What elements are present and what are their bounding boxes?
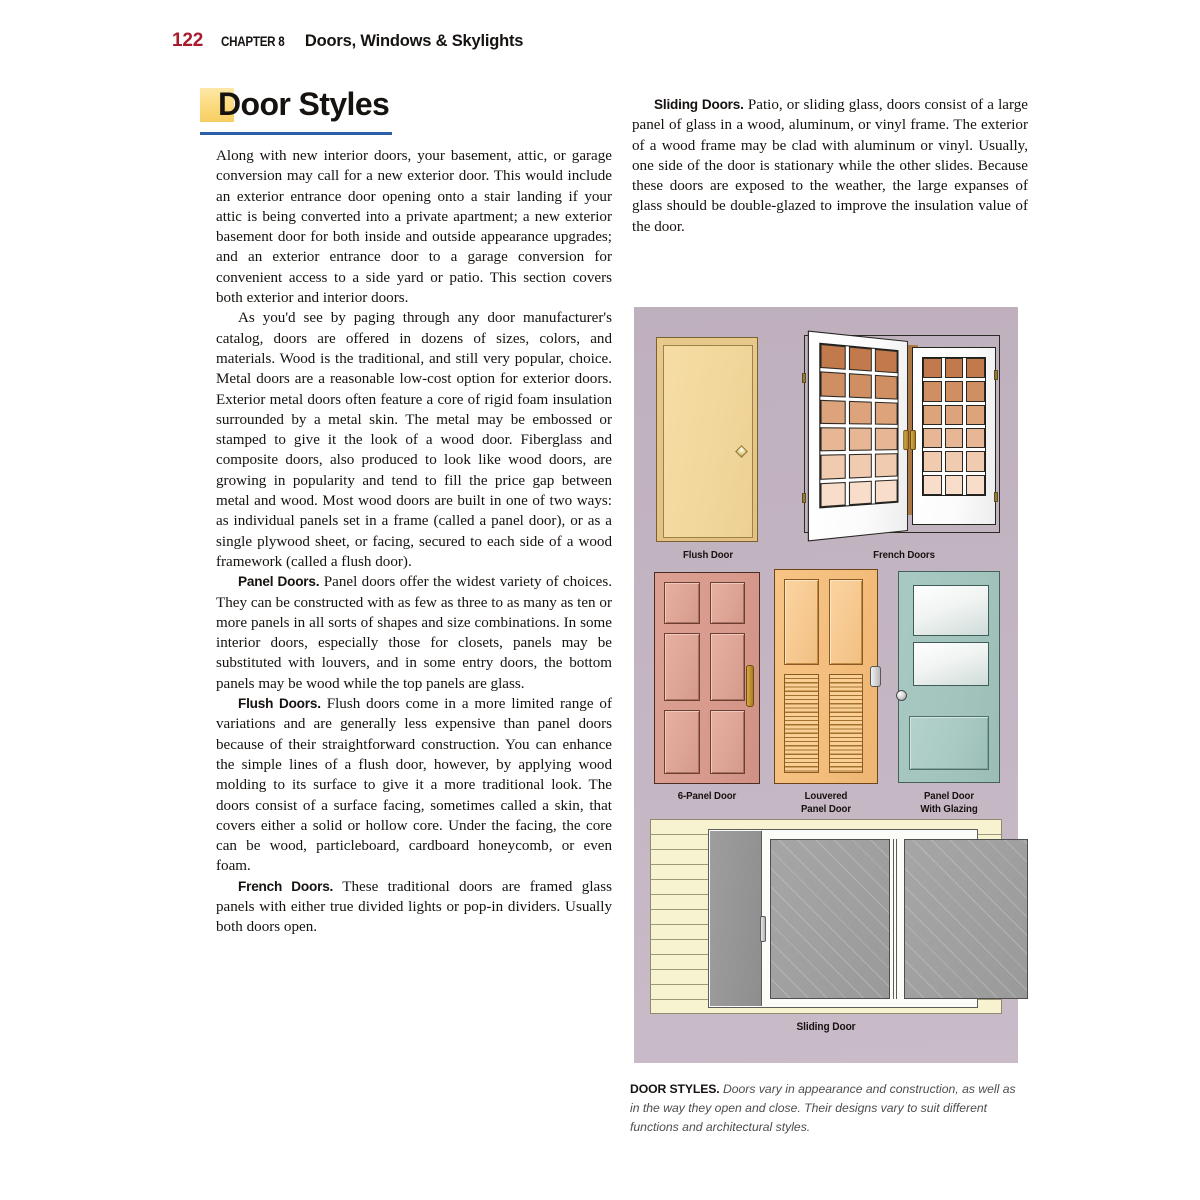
- chapter-title: Doors, Windows & Skylights: [304, 32, 524, 50]
- doorknob-icon: [896, 690, 907, 701]
- glass-pane: [849, 454, 873, 478]
- panel-grid: [664, 582, 745, 774]
- label-french-doors: French Doors: [873, 549, 935, 561]
- door-handle-icon: [910, 430, 916, 450]
- glass-pane: [875, 479, 897, 503]
- paragraph-sliding-doors: [632, 95, 1028, 237]
- louver-panel: [784, 674, 819, 773]
- door-handle-icon: [903, 430, 909, 450]
- glass-pane: [820, 399, 845, 424]
- runin-heading-french-doors: French Doors.: [238, 878, 334, 894]
- left-text-column: [216, 88, 612, 938]
- paragraph-materials: [216, 308, 612, 572]
- glass-pane: [945, 358, 964, 378]
- glass-pane: [966, 428, 985, 448]
- caption-lead: DOOR STYLES.: [630, 1082, 720, 1096]
- running-head: [172, 30, 523, 52]
- glass-pane: [923, 475, 942, 495]
- door-slab: [663, 345, 753, 538]
- runin-heading-flush-doors: Flush Doors.: [238, 696, 321, 712]
- glass-pane: [966, 451, 985, 471]
- louver-group: [784, 674, 863, 773]
- paragraph-intro: [216, 146, 612, 308]
- figure-caption: [630, 1080, 1022, 1137]
- glass-pane: [849, 480, 873, 505]
- heading-underline-rule: [200, 132, 392, 135]
- french-door-left-leaf: [808, 331, 908, 542]
- upper-panel-group: [784, 579, 863, 665]
- paragraph-text: Patio, or sliding glass, doors consist of a large panel of glass in a wood, aluminum, or vinyl frame. The exterior of a wood frame may be clad with aluminum or vinyl. Usually, one side of the door is stationary while the other slides. Because these doors are exposed to the weather, the large expanses of glass should be double-glazed to improve the insulation value of the door.: [632, 97, 1028, 235]
- glass-pane: [875, 428, 897, 451]
- glass-pane: [875, 454, 897, 478]
- glass-pane: [945, 381, 964, 401]
- glass-pane: [966, 381, 985, 401]
- screen-panel: [710, 831, 762, 1006]
- page-folio: 122: [172, 30, 204, 51]
- meeting-stile: [893, 839, 897, 999]
- glass-pane: [849, 373, 873, 398]
- panel-door-with-glazing-illustration: [898, 571, 1000, 783]
- section-heading-text: Door Styles: [218, 86, 390, 122]
- glass-pane: [923, 428, 942, 448]
- glass-pane: [966, 358, 985, 378]
- label-louvered-panel-door-line2: Panel Door: [800, 803, 852, 815]
- muntin-grid: [819, 343, 898, 509]
- chapter-label: CHAPTER 8: [221, 34, 285, 49]
- flush-door-illustration: [656, 337, 758, 542]
- door-panel: [784, 579, 819, 665]
- door-panel: [829, 579, 864, 665]
- glass-pane: [945, 475, 964, 495]
- label-six-panel-door: 6-Panel Door: [677, 790, 737, 802]
- door-handle-icon: [746, 665, 754, 707]
- sliding-door-illustration: [650, 819, 1002, 1014]
- glass-pane: [849, 427, 873, 451]
- glass-pane: [923, 381, 942, 401]
- door-panel: [664, 710, 700, 774]
- glass-pane: [820, 427, 845, 451]
- runin-heading-sliding-doors: Sliding Doors.: [654, 97, 744, 112]
- sliding-door-unit: [708, 829, 978, 1008]
- right-text-column: [632, 95, 1028, 237]
- label-louvered-panel-door-line1: Louvered: [804, 790, 848, 802]
- glass-pane: [849, 400, 873, 424]
- label-flush-door: Flush Door: [682, 549, 734, 561]
- glass-pane: [849, 346, 873, 371]
- door-panel: [664, 582, 700, 624]
- paragraph-text: Panel doors offer the widest variety of choices. They can be constructed with as few as three to as many as ten or more panels in all sorts of shapes and size combinations. In some interior doors, especially those for closets, panels may be substituted with louvers, and in some entry doors, the bottom panels may be wood while the top panels are glass.: [216, 574, 612, 692]
- glass-pane: [923, 358, 942, 378]
- hinge-icon: [802, 373, 806, 383]
- door-panel: [664, 633, 700, 701]
- label-glazed-door-line1: Panel Door: [923, 790, 975, 802]
- hinge-icon: [802, 493, 806, 503]
- paragraph-text: As you'd see by paging through any door manufacturer's catalog, doors are offered in dozens of sizes, colors, and materials. Wood is the traditional, and still very popular, choice. Metal doors are a reasonable low-cost option for exterior doors. Exterior metal doors often feature a core of rigid foam insulation surrounded by a metal skin. The metal may be embossed or stamped to give it the look of a wood door. Fiberglass and composite doors, also produced to look like wood doors, are growing in popularity and tend to fill the price gap between metal and wood. Most wood doors are built in one of two ways: as individual panels set in a frame (called a panel door), or as a single plywood sheet, or facing, secured to each side of a wood framework (called a flush door).: [216, 310, 612, 570]
- paragraph-text: These traditional doors are framed glass panels with either true divided lights or pop-in dividers. Usually both doors open.: [216, 878, 612, 936]
- door-panel: [710, 710, 746, 774]
- glass-pane: [820, 455, 845, 480]
- glass-pane: [945, 405, 964, 425]
- hinge-icon: [994, 492, 998, 502]
- door-panel: [710, 582, 746, 624]
- glass-lite: [913, 585, 989, 636]
- glass-lite: [913, 642, 989, 686]
- glass-pane: [820, 344, 845, 370]
- six-panel-door-illustration: [654, 572, 760, 784]
- french-doors-illustration: [802, 329, 1000, 547]
- sliding-door-handle-icon: [760, 916, 766, 942]
- door-styles-illustration-panel: [634, 307, 1018, 1063]
- glass-pane: [966, 475, 985, 495]
- glass-pane: [923, 405, 942, 425]
- hinge-icon: [994, 370, 998, 380]
- door-panel: [909, 716, 989, 770]
- paragraph-french-doors: [216, 877, 612, 938]
- glass-pane: [945, 451, 964, 471]
- glass-pane: [875, 401, 897, 424]
- paragraph-panel-doors: [216, 572, 612, 694]
- glass-pane: [923, 451, 942, 471]
- glass-pane: [966, 405, 985, 425]
- caption-text: Doors vary in appearance and construction, as well as in the way they open and close. Their designs vary to suit different functions and architectural styles.: [630, 1082, 1016, 1134]
- glass-pane: [945, 428, 964, 448]
- glass-pane: [875, 375, 897, 399]
- doorknob-icon: [870, 666, 881, 687]
- runin-heading-panel-doors: Panel Doors.: [238, 574, 320, 590]
- paragraph-text: Along with new interior doors, your basement, attic, or garage conversion may call for a new exterior door. This would include an exterior entrance door opening onto a stair landing if your attic is being converted into a private apartment; a new exterior basement door for both inside and outside appearance upgrades; and an exterior entrance door to a garage conversion for convenient access to a side yard or patio. This section covers both exterior and interior doors.: [216, 148, 612, 307]
- paragraph-flush-doors: [216, 694, 612, 877]
- louvered-panel-door-illustration: [774, 569, 878, 784]
- paragraph-text: Flush doors come in a more limited range of variations and are generally less expensive than panel doors because of their straightforward construction. You can enhance the simple lines of a flush door, however, by applying wood molding to its surface to give it a more traditional look. The doors consist of a surface facing, sometimes called a skin, that covers either a solid or hollow core. Under the facing, the core can be wood, particleboard, cardboard honeycomb, or even foam.: [216, 696, 612, 875]
- muntin-grid: [922, 357, 986, 496]
- label-glazed-door-line2: With Glazing: [920, 803, 978, 815]
- glass-pane: [820, 482, 845, 508]
- section-heading: [216, 88, 612, 140]
- sliding-glass-panel: [770, 839, 890, 999]
- door-panel: [710, 633, 746, 701]
- french-door-right-leaf: [912, 347, 996, 525]
- glass-pane: [875, 349, 897, 374]
- label-sliding-door: Sliding Door: [796, 1021, 856, 1033]
- fixed-glass-panel: [904, 839, 1028, 999]
- louver-panel: [829, 674, 864, 773]
- glass-pane: [820, 372, 845, 397]
